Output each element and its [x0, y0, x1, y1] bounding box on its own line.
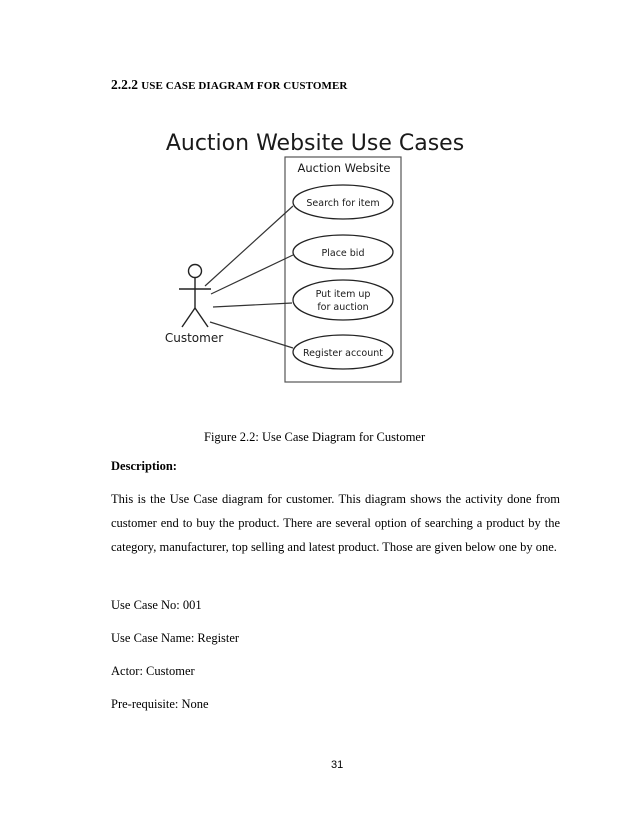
use-case-put-label-2: for auction: [317, 302, 369, 313]
diagram-title: Auction Website Use Cases: [165, 131, 465, 156]
use-case-name: Use Case Name: Register: [111, 631, 240, 645]
use-case-put-up: [293, 280, 393, 320]
use-cases: [293, 185, 393, 369]
actor-left-leg: [182, 308, 195, 327]
section-title: USE CASE DIAGRAM FOR CUSTOMER: [141, 80, 348, 92]
actor-label: Customer: [164, 331, 224, 345]
description-body: This is the Use Case diagram for customer. This diagram shows the activity done from customer end to buy the product. There are several option of searching a product by the category, manufacturer, top selling and latest product. Those are given below one by one.: [111, 492, 560, 554]
page-number: 31: [331, 759, 344, 771]
figure-caption: Figure 2.2: Use Case Diagram for Customer: [204, 430, 426, 444]
use-case-prerequisite: Pre-requisite: None: [111, 697, 209, 711]
associations: [205, 206, 293, 348]
use-case-search-label: Search for item: [306, 198, 380, 209]
use-case-bid-label: Place bid: [321, 248, 365, 259]
use-case-diagram: [150, 122, 480, 392]
system-label: Auction Website: [297, 161, 391, 175]
association-bid: [211, 255, 293, 294]
section-number: 2.2.2: [111, 77, 138, 92]
actor-right-leg: [195, 308, 208, 327]
description-title: Description:: [111, 459, 177, 473]
customer-actor: [179, 265, 211, 328]
association-search: [205, 206, 293, 286]
section-heading: [111, 77, 347, 93]
use-case-number: Use Case No: 001: [111, 598, 202, 612]
actor-head: [189, 265, 202, 278]
use-case-actor: Actor: Customer: [111, 664, 195, 678]
association-put: [213, 303, 292, 307]
use-case-register-label: Register account: [303, 348, 383, 359]
use-case-put-label-1: Put item up: [315, 289, 371, 300]
